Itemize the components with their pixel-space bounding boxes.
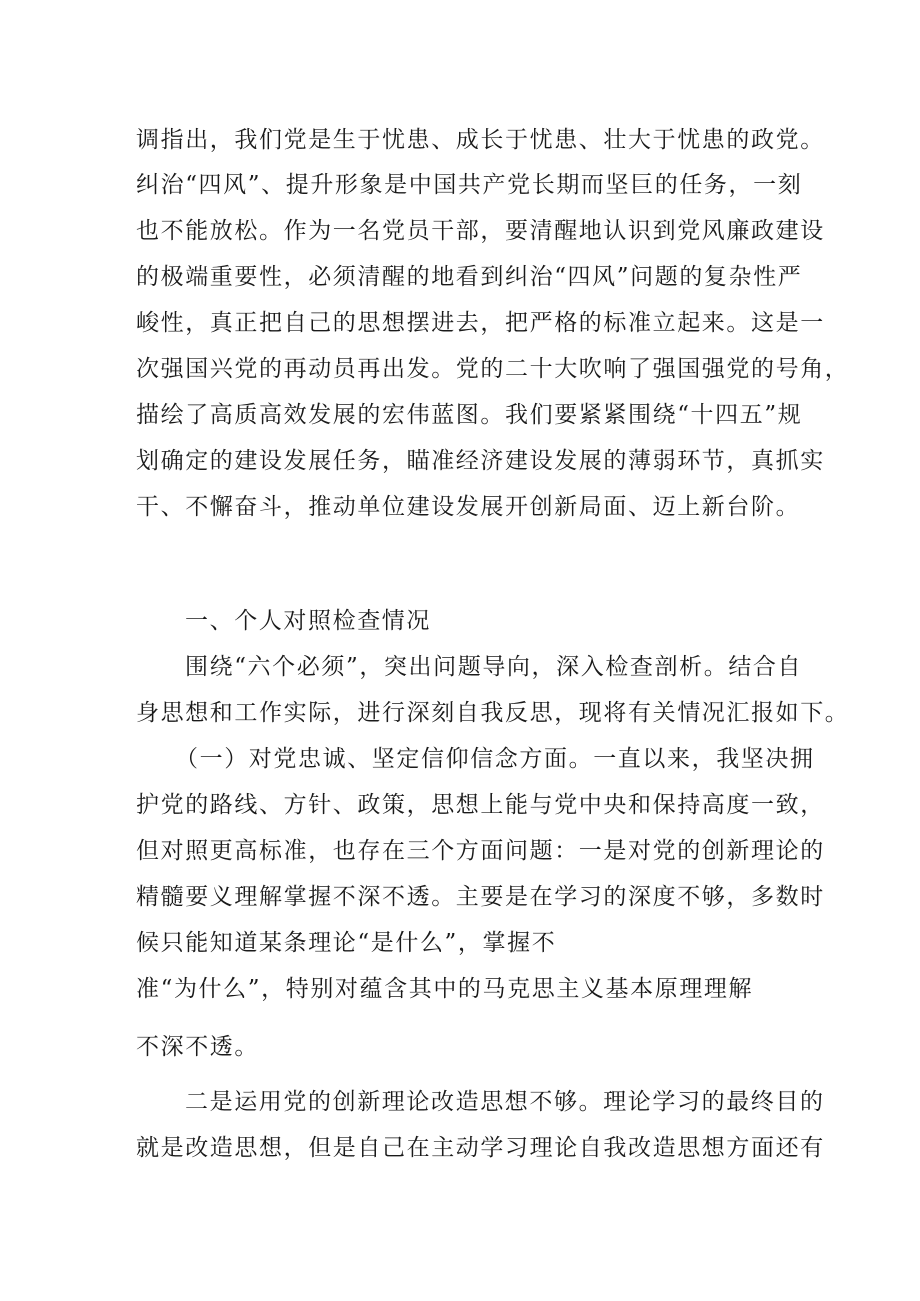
text-line: 就是改造思想，但是自己在主动学习理论自我改造思想方面还有 <box>136 1135 825 1161</box>
text-line: 描绘了高质高效发展的宏伟蓝图。我们要紧紧围绕“十四五”规 <box>136 402 803 428</box>
text-line: 不深不透。 <box>136 1034 259 1060</box>
text-line: 次强国兴党的再动员再出发。党的二十大吹响了强国强党的号角， <box>136 356 850 382</box>
text-line: （一）对党忠诚、坚定信仰信念方面。一直以来，我坚决拥 <box>175 746 815 772</box>
text-line: 准“为什么”，特别对蕴含其中的马克思主义基本原理理解 <box>136 976 754 1002</box>
text-line: 围绕“六个必须”，突出问题导向，深入检查剖析。结合自 <box>185 654 803 680</box>
text-line: 的极端重要性，必须清醒的地看到纠治“四风”问题的复杂性严 <box>136 264 803 290</box>
text-line: 精髓要义理解掌握不深不透。主要是在学习的深度不够，多数时 <box>136 884 825 910</box>
text-line: 身思想和工作实际，进行深刻自我反思，现将有关情况汇报如下。 <box>136 700 850 726</box>
text-line: 峻性，真正把自己的思想摆进去，把严格的标准立起来。这是一 <box>136 310 825 336</box>
text-line: 二是运用党的创新理论改造思想不够。理论学习的最终目的 <box>185 1089 825 1115</box>
text-line: 调指出，我们党是生于忧患、成长于忧患、壮大于忧患的政党。 <box>136 127 825 153</box>
text-line: 候只能知道某条理论“是什么”，掌握不 <box>136 930 557 956</box>
text-line: 干、不懈奋斗，推动单位建设发展开创新局面、迈上新台阶。 <box>136 494 801 520</box>
text-line: 但对照更高标准，也存在三个方面问题：一是对党的创新理论的 <box>136 838 825 864</box>
text-line: 纠治“四风”、提升形象是中国共产党长期而坚巨的任务，一刻 <box>136 172 803 198</box>
text-line: 划确定的建设发展任务，瞄准经济建设发展的薄弱环节，真抓实 <box>136 448 825 474</box>
section-heading: 一、个人对照检查情况 <box>185 608 431 634</box>
text-line: 也不能放松。作为一名党员干部，要清醒地认识到党风廉政建设 <box>136 218 825 244</box>
text-line: 护党的路线、方针、政策，思想上能与党中央和保持高度一致， <box>136 792 825 818</box>
